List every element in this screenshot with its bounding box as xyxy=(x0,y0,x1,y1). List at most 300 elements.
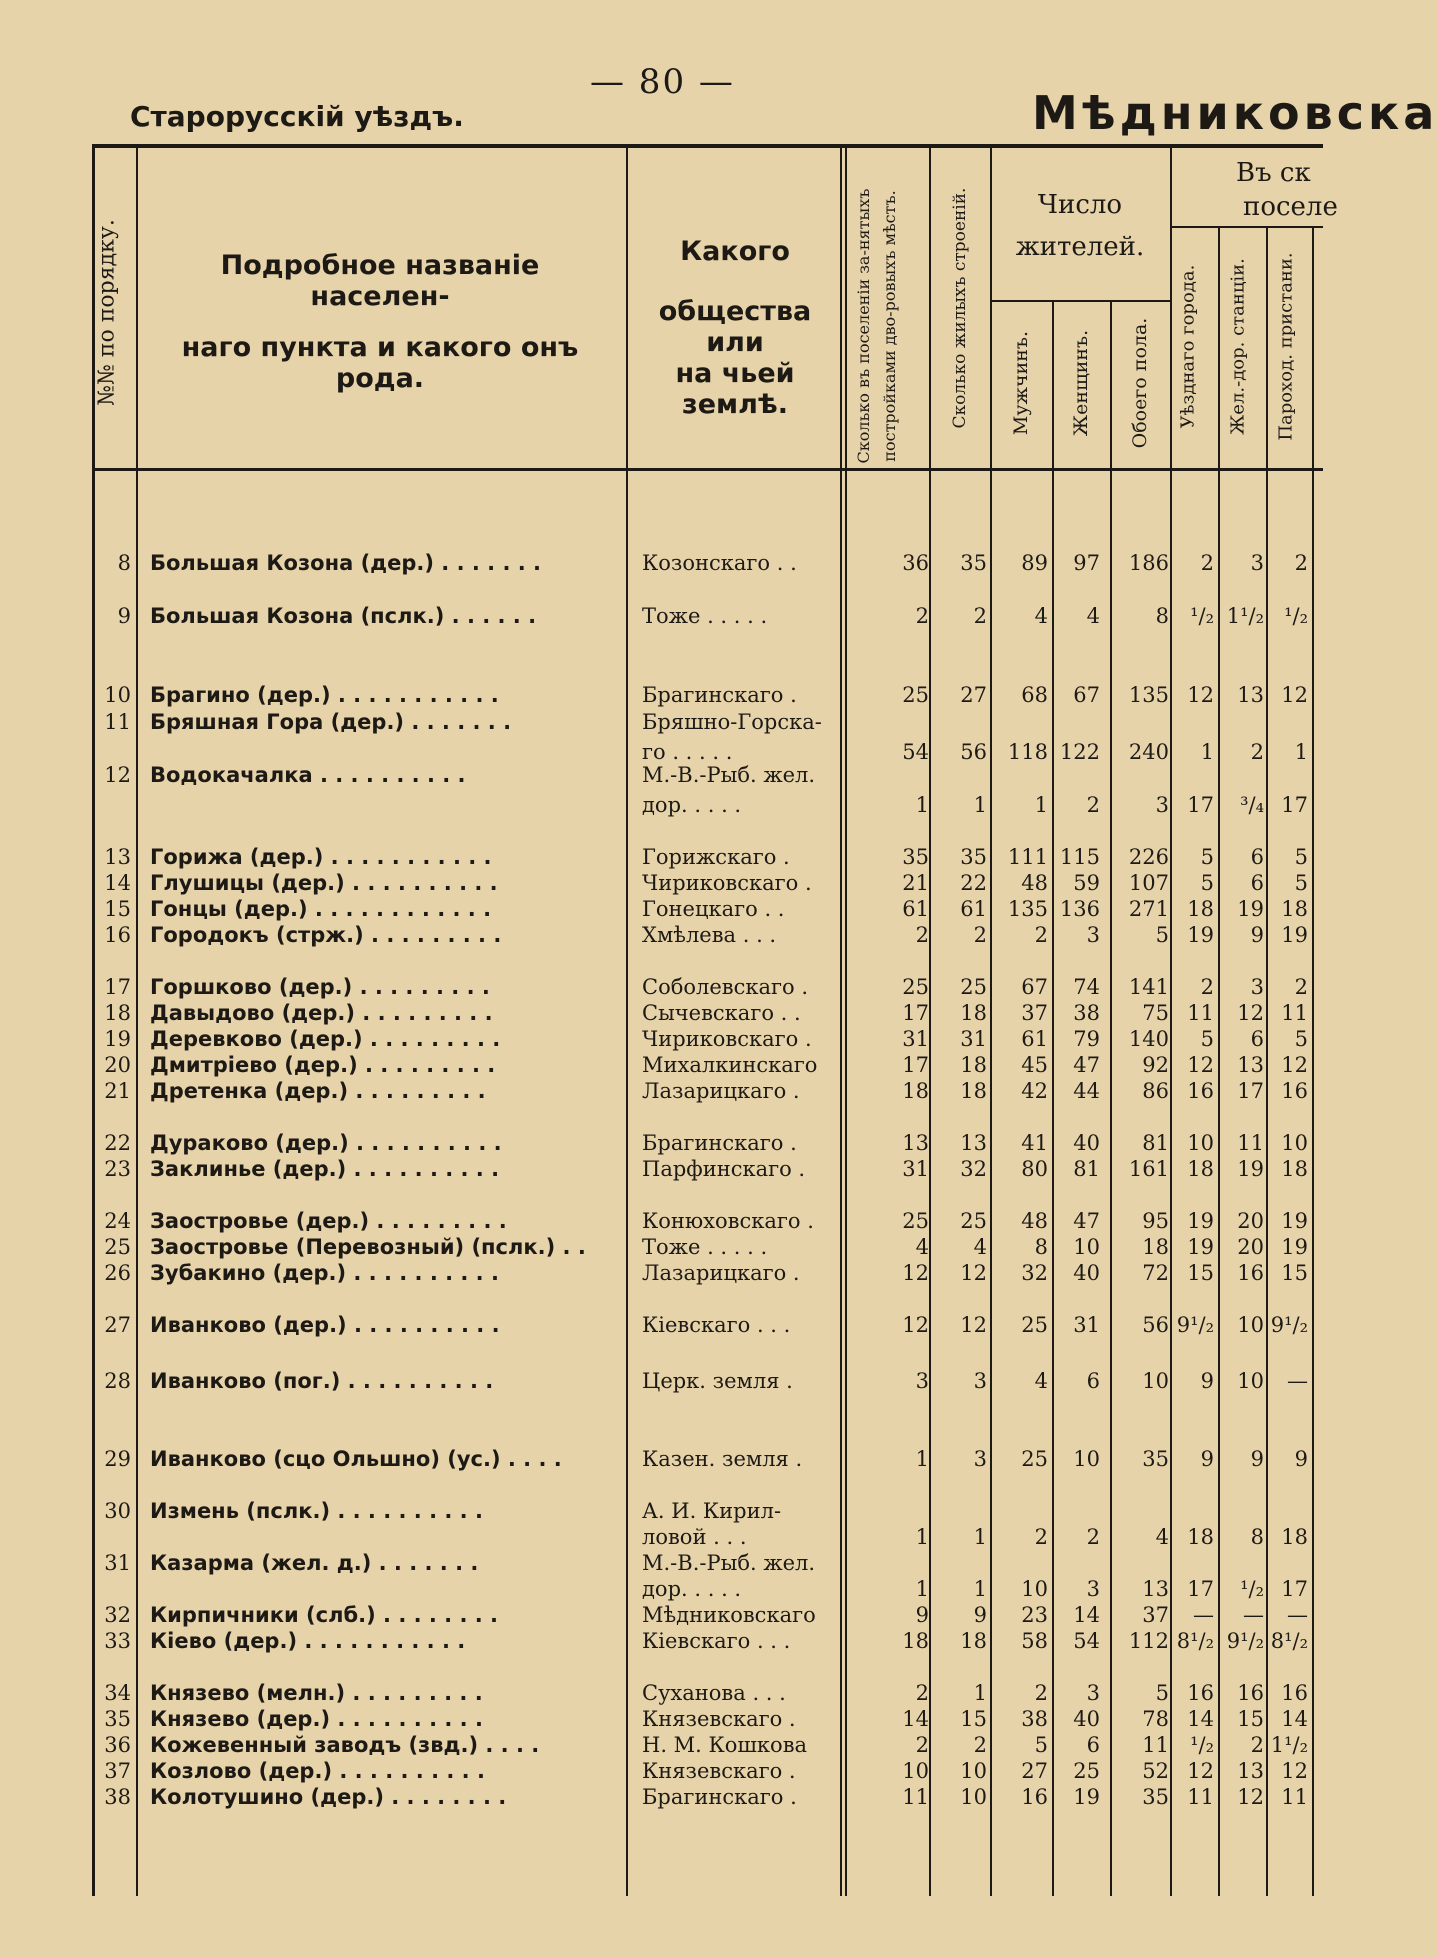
cell-name: Дретенка (дер.) . . . . . . . . . xyxy=(150,1079,486,1103)
cell-pier: 14 xyxy=(1281,1707,1308,1731)
cell-owner: Кіевскаго . . . xyxy=(642,1313,791,1337)
cell-both: 81 xyxy=(1142,1131,1169,1155)
cell-name: Гонцы (дер.) . . . . . . . . . . . . xyxy=(150,897,492,921)
cell-pier: 12 xyxy=(1281,1759,1308,1783)
table-row xyxy=(0,1759,1323,1783)
cell-town: 12 xyxy=(1187,1053,1214,1077)
cell-name: Глушицы (дер.) . . . . . . . . . . xyxy=(150,871,498,895)
cell-town: 9¹/₂ xyxy=(1176,1313,1214,1337)
cell-men: 1 xyxy=(1034,793,1048,817)
cell-men: 25 xyxy=(1021,1447,1048,1471)
cell-men: 41 xyxy=(1021,1131,1048,1155)
cell-no: 17 xyxy=(104,975,131,999)
cell-yards: 36 xyxy=(902,551,929,575)
cell-women: 3 xyxy=(1086,923,1100,947)
cell-owner: дор. . . . . xyxy=(642,793,742,817)
cell-rail: 12 xyxy=(1237,1785,1264,1809)
cell-women: 2 xyxy=(1086,793,1100,817)
cell-no: 34 xyxy=(104,1681,131,1705)
table-row xyxy=(0,1785,1323,1809)
cell-both: 35 xyxy=(1142,1447,1169,1471)
cell-name: Иванково (сцо Ольшно) (ус.) . . . . xyxy=(150,1447,562,1471)
cell-yards: 25 xyxy=(902,1209,929,1233)
cell-women: 47 xyxy=(1073,1053,1100,1077)
cell-yards: 4 xyxy=(915,1235,929,1259)
cell-pier: 11 xyxy=(1281,1001,1308,1025)
cell-owner: Чириковскаго . xyxy=(642,1027,812,1051)
header-name-line1: Подробное названіе населен- xyxy=(220,250,540,312)
cell-women: 115 xyxy=(1059,845,1100,869)
cell-name: Заостровье (дер.) . . . . . . . . . xyxy=(150,1209,507,1233)
cell-both: 11 xyxy=(1142,1733,1169,1757)
cell-women: 6 xyxy=(1086,1369,1100,1393)
cell-no: 13 xyxy=(104,845,131,869)
cell-name: Брагино (дер.) . . . . . . . . . . . xyxy=(150,683,499,707)
cell-pier: 2 xyxy=(1294,551,1308,575)
cell-women: 3 xyxy=(1086,1577,1100,1601)
table-row xyxy=(0,897,1323,921)
table-row xyxy=(0,1001,1323,1025)
cell-pier: 12 xyxy=(1281,683,1308,707)
header-pop-line1: Число xyxy=(1037,190,1123,220)
cell-owner: Михалкинскаго xyxy=(642,1053,818,1077)
cell-yards: 3 xyxy=(915,1369,929,1393)
cell-yards: 12 xyxy=(902,1313,929,1337)
cell-name: Заклинье (дер.) . . . . . . . . . . xyxy=(150,1157,500,1181)
cell-both: 140 xyxy=(1128,1027,1169,1051)
cell-name: Козлово (дер.) . . . . . . . . . . xyxy=(150,1759,485,1783)
cell-owner: Князевскаго . xyxy=(642,1759,796,1783)
header-owner-line2: общества или xyxy=(658,296,812,358)
cell-no: 38 xyxy=(104,1785,131,1809)
cell-women: 59 xyxy=(1073,871,1100,895)
cell-pier: 1 xyxy=(1294,740,1308,764)
cell-rail: 20 xyxy=(1237,1235,1264,1259)
cell-town: 12 xyxy=(1187,1759,1214,1783)
cell-owner: Лазарицкаго . xyxy=(642,1079,800,1103)
cell-men: 58 xyxy=(1021,1629,1048,1653)
cell-both: 35 xyxy=(1142,1785,1169,1809)
cell-both: 271 xyxy=(1128,897,1169,921)
cell-rail: 12 xyxy=(1237,1001,1264,1025)
cell-no: 20 xyxy=(104,1053,131,1077)
cell-owner: Сычевскаго . . xyxy=(642,1001,801,1025)
cell-town: 16 xyxy=(1187,1681,1214,1705)
cell-pier: 10 xyxy=(1281,1131,1308,1155)
table-row xyxy=(0,551,1323,575)
cell-women: 54 xyxy=(1073,1629,1100,1653)
cell-buildings: 18 xyxy=(960,1001,987,1025)
cell-pier: 17 xyxy=(1281,1577,1308,1601)
cell-yards: 21 xyxy=(902,871,929,895)
header-pop-line2: жителей. xyxy=(1015,232,1145,262)
cell-both: 186 xyxy=(1128,551,1169,575)
cell-rail: ¹/₂ xyxy=(1240,1577,1264,1601)
cell-women: 97 xyxy=(1073,551,1100,575)
cell-buildings: 3 xyxy=(973,1447,987,1471)
table-row xyxy=(0,1027,1323,1051)
header-pier: Пароход. пристани. xyxy=(1275,252,1297,441)
cell-name: Водокачалка . . . . . . . . . . xyxy=(150,763,466,787)
header-no: №№ по порядку. xyxy=(94,219,120,406)
cell-no: 8 xyxy=(117,551,131,575)
cell-owner: Суханова . . . xyxy=(642,1681,786,1705)
cell-rail: 13 xyxy=(1237,683,1264,707)
cell-yards: 25 xyxy=(902,975,929,999)
cell-both: 226 xyxy=(1128,845,1169,869)
cell-rail: 19 xyxy=(1237,1157,1264,1181)
cell-both: 107 xyxy=(1128,871,1169,895)
cell-both: 37 xyxy=(1142,1603,1169,1627)
cell-women: 44 xyxy=(1073,1079,1100,1103)
table-row xyxy=(0,740,1323,764)
cell-yards: 31 xyxy=(902,1027,929,1051)
cell-owner: Брагинскаго . xyxy=(642,1131,797,1155)
cell-buildings: 22 xyxy=(960,871,987,895)
cell-owner: Хмѣлева . . . xyxy=(642,923,777,947)
cell-name: Колотушино (дер.) . . . . . . . . xyxy=(150,1785,507,1809)
cell-both: 4 xyxy=(1155,1525,1169,1549)
cell-pier: 12 xyxy=(1281,1053,1308,1077)
cell-both: 5 xyxy=(1155,1681,1169,1705)
cell-rail: 1¹/₂ xyxy=(1226,604,1264,628)
cell-yards: 12 xyxy=(902,1261,929,1285)
cell-rail: 6 xyxy=(1250,871,1264,895)
cell-men: 4 xyxy=(1034,604,1048,628)
table-row xyxy=(0,1577,1323,1601)
cell-no: 30 xyxy=(104,1499,131,1523)
cell-name: Городокъ (стрж.) . . . . . . . . . xyxy=(150,923,502,947)
table-row xyxy=(0,793,1323,817)
cell-men: 2 xyxy=(1034,1681,1048,1705)
cell-pier: 17 xyxy=(1281,793,1308,817)
cell-no: 14 xyxy=(104,871,131,895)
cell-town: 8¹/₂ xyxy=(1176,1629,1214,1653)
cell-rail: 2 xyxy=(1250,740,1264,764)
cell-town: 19 xyxy=(1187,1235,1214,1259)
cell-yards: 1 xyxy=(915,1525,929,1549)
cell-no: 16 xyxy=(104,923,131,947)
cell-no: 11 xyxy=(104,710,131,734)
cell-buildings: 25 xyxy=(960,975,987,999)
cell-no: 33 xyxy=(104,1629,131,1653)
cell-men: 2 xyxy=(1034,1525,1048,1549)
cell-name: Зубакино (дер.) . . . . . . . . . . xyxy=(150,1261,499,1285)
cell-yards: 9 xyxy=(915,1603,929,1627)
cell-buildings: 35 xyxy=(960,551,987,575)
cell-name: Дмитріево (дер.) . . . . . . . . . xyxy=(150,1053,496,1077)
cell-both: 78 xyxy=(1142,1707,1169,1731)
cell-no: 26 xyxy=(104,1261,131,1285)
cell-yards: 31 xyxy=(902,1157,929,1181)
table-row xyxy=(0,1447,1323,1471)
cell-town: 14 xyxy=(1187,1707,1214,1731)
cell-name: Иванково (пог.) . . . . . . . . . . xyxy=(150,1369,494,1393)
cell-rail: 9¹/₂ xyxy=(1226,1629,1264,1653)
cell-no: 15 xyxy=(104,897,131,921)
cell-yards: 17 xyxy=(902,1053,929,1077)
cell-no: 36 xyxy=(104,1733,131,1757)
cell-yards: 17 xyxy=(902,1001,929,1025)
cell-pier: 18 xyxy=(1281,1157,1308,1181)
cell-town: 19 xyxy=(1187,1209,1214,1233)
cell-name: Кіево (дер.) . . . . . . . . . . . xyxy=(150,1629,466,1653)
cell-pier: 2 xyxy=(1294,975,1308,999)
cell-pier: 16 xyxy=(1281,1681,1308,1705)
cell-owner: Конюховскаго . xyxy=(642,1209,814,1233)
cell-rail: 10 xyxy=(1237,1313,1264,1337)
cell-buildings: 12 xyxy=(960,1313,987,1337)
cell-town: 17 xyxy=(1187,1577,1214,1601)
cell-name: Давыдово (дер.) . . . . . . . . . xyxy=(150,1001,493,1025)
cell-town: 9 xyxy=(1200,1369,1214,1393)
cell-buildings: 1 xyxy=(973,1681,987,1705)
table-row xyxy=(0,1157,1323,1181)
cell-rail: 13 xyxy=(1237,1053,1264,1077)
cell-buildings: 4 xyxy=(973,1235,987,1259)
table-row xyxy=(0,1525,1323,1549)
cell-yards: 18 xyxy=(902,1629,929,1653)
cell-town: 9 xyxy=(1200,1447,1214,1471)
cell-both: 141 xyxy=(1128,975,1169,999)
cell-owner: дор. . . . . xyxy=(642,1577,742,1601)
cell-yards: 61 xyxy=(902,897,929,921)
cell-women: 4 xyxy=(1086,604,1100,628)
cell-pier: 5 xyxy=(1294,871,1308,895)
cell-both: 8 xyxy=(1155,604,1169,628)
cell-owner: Брагинскаго . xyxy=(642,683,797,707)
cell-women: 31 xyxy=(1073,1313,1100,1337)
cell-pier: 19 xyxy=(1281,923,1308,947)
cell-town: 19 xyxy=(1187,923,1214,947)
cell-both: 3 xyxy=(1155,793,1169,817)
cell-pier: ¹/₂ xyxy=(1284,604,1308,628)
cell-name: Измень (пслк.) . . . . . . . . . . xyxy=(150,1499,483,1523)
cell-men: 80 xyxy=(1021,1157,1048,1181)
cell-yards: 2 xyxy=(915,1681,929,1705)
header-both: Обоего пола. xyxy=(1129,317,1151,449)
cell-women: 79 xyxy=(1073,1027,1100,1051)
cell-pier: 18 xyxy=(1281,1525,1308,1549)
cell-owner: Чириковскаго . xyxy=(642,871,812,895)
table-row xyxy=(0,763,1323,787)
cell-town: 11 xyxy=(1187,1785,1214,1809)
cell-owner: Князевскаго . xyxy=(642,1707,796,1731)
cell-no: 23 xyxy=(104,1157,131,1181)
cell-pier: 5 xyxy=(1294,845,1308,869)
cell-town: ¹/₂ xyxy=(1190,1733,1214,1757)
cell-women: 2 xyxy=(1086,1525,1100,1549)
cell-town: 17 xyxy=(1187,793,1214,817)
cell-name: Большая Козона (пслк.) . . . . . . xyxy=(150,604,537,628)
cell-pier: 19 xyxy=(1281,1209,1308,1233)
cell-town: 16 xyxy=(1187,1079,1214,1103)
table-top-rule xyxy=(92,144,1323,148)
cell-yards: 14 xyxy=(902,1707,929,1731)
cell-yards: 2 xyxy=(915,923,929,947)
cell-town: 2 xyxy=(1200,975,1214,999)
cell-pier: 19 xyxy=(1281,1235,1308,1259)
table-row xyxy=(0,975,1323,999)
cell-buildings: 31 xyxy=(960,1027,987,1051)
table-row xyxy=(0,1079,1323,1103)
table-row xyxy=(0,871,1323,895)
cell-yards: 2 xyxy=(915,1733,929,1757)
header-owner-line1: Какого xyxy=(680,236,790,267)
header-name-line2: наго пункта и какого онъ рода. xyxy=(181,332,579,394)
cell-pier: 5 xyxy=(1294,1027,1308,1051)
cell-no: 10 xyxy=(104,683,131,707)
cell-pier: — xyxy=(1287,1603,1308,1627)
volost-title: Мѣдниковска xyxy=(1032,86,1438,140)
cell-men: 23 xyxy=(1021,1603,1048,1627)
cell-rail: 20 xyxy=(1237,1209,1264,1233)
cell-buildings: 1 xyxy=(973,1577,987,1601)
table-row xyxy=(0,1603,1323,1627)
cell-men: 37 xyxy=(1021,1001,1048,1025)
cell-rail: 16 xyxy=(1237,1681,1264,1705)
cell-men: 38 xyxy=(1021,1707,1048,1731)
cell-both: 18 xyxy=(1142,1235,1169,1259)
cell-owner: Горижскаго . xyxy=(642,845,790,869)
cell-both: 86 xyxy=(1142,1079,1169,1103)
cell-pier: 8¹/₂ xyxy=(1270,1629,1308,1653)
cell-men: 42 xyxy=(1021,1079,1048,1103)
table-row xyxy=(0,1733,1323,1757)
cell-men: 5 xyxy=(1034,1733,1048,1757)
cell-rail: 8 xyxy=(1250,1525,1264,1549)
cell-owner: Козонскаго . . xyxy=(642,551,797,575)
header-dist-line1: Въ ск xyxy=(1236,158,1311,188)
cell-buildings: 2 xyxy=(973,1733,987,1757)
cell-owner: Гонецкаго . . xyxy=(642,897,785,921)
cell-pier: 16 xyxy=(1281,1079,1308,1103)
cell-men: 118 xyxy=(1007,740,1048,764)
cell-yards: 1 xyxy=(915,793,929,817)
cell-no: 21 xyxy=(104,1079,131,1103)
cell-no: 18 xyxy=(104,1001,131,1025)
cell-name: Горижа (дер.) . . . . . . . . . . . xyxy=(150,845,492,869)
cell-yards: 10 xyxy=(902,1759,929,1783)
cell-men: 48 xyxy=(1021,871,1048,895)
table-row xyxy=(0,923,1323,947)
cell-buildings: 10 xyxy=(960,1785,987,1809)
cell-yards: 18 xyxy=(902,1079,929,1103)
cell-no: 32 xyxy=(104,1603,131,1627)
cell-town: 18 xyxy=(1187,1157,1214,1181)
cell-owner: Кіевскаго . . . xyxy=(642,1629,791,1653)
cell-women: 10 xyxy=(1073,1447,1100,1471)
cell-men: 4 xyxy=(1034,1369,1048,1393)
table-row xyxy=(0,604,1323,628)
cell-town: ¹/₂ xyxy=(1190,604,1214,628)
cell-yards: 25 xyxy=(902,683,929,707)
cell-men: 89 xyxy=(1021,551,1048,575)
cell-yards: 11 xyxy=(902,1785,929,1809)
cell-buildings: 1 xyxy=(973,1525,987,1549)
table-row xyxy=(0,1261,1323,1285)
cell-buildings: 3 xyxy=(973,1369,987,1393)
table-row xyxy=(0,1551,1323,1575)
cell-no: 37 xyxy=(104,1759,131,1783)
cell-town: 5 xyxy=(1200,845,1214,869)
table-row xyxy=(0,1369,1323,1393)
cell-rail: 13 xyxy=(1237,1759,1264,1783)
cell-women: 10 xyxy=(1073,1235,1100,1259)
header-rail: Жел.-дор. станціи. xyxy=(1227,258,1249,435)
cell-name: Князево (мелн.) . . . . . . . . . xyxy=(150,1681,483,1705)
cell-both: 72 xyxy=(1142,1261,1169,1285)
cell-both: 10 xyxy=(1142,1369,1169,1393)
cell-both: 56 xyxy=(1142,1313,1169,1337)
cell-buildings: 35 xyxy=(960,845,987,869)
cell-women: 19 xyxy=(1073,1785,1100,1809)
cell-no: 35 xyxy=(104,1707,131,1731)
table-row xyxy=(0,1707,1323,1731)
cell-no: 25 xyxy=(104,1235,131,1259)
header-owner-line3: на чьей землѣ. xyxy=(675,358,795,420)
header-dist-line2: поселе xyxy=(1243,192,1338,222)
cell-both: 52 xyxy=(1142,1759,1169,1783)
cell-buildings: 2 xyxy=(973,923,987,947)
cell-yards: 35 xyxy=(902,845,929,869)
cell-women: 40 xyxy=(1073,1131,1100,1155)
cell-both: 161 xyxy=(1128,1157,1169,1181)
cell-buildings: 18 xyxy=(960,1053,987,1077)
cell-pier: — xyxy=(1287,1369,1308,1393)
cell-owner: Н. М. Кошкова xyxy=(642,1733,808,1757)
cell-both: 13 xyxy=(1142,1577,1169,1601)
cell-owner: Тоже . . . . . xyxy=(642,604,768,628)
cell-men: 48 xyxy=(1021,1209,1048,1233)
cell-men: 32 xyxy=(1021,1261,1048,1285)
cell-women: 122 xyxy=(1059,740,1100,764)
cell-men: 68 xyxy=(1021,683,1048,707)
cell-owner: ловой . . . xyxy=(642,1525,747,1549)
cell-men: 2 xyxy=(1034,923,1048,947)
cell-yards: 13 xyxy=(902,1131,929,1155)
cell-buildings: 12 xyxy=(960,1261,987,1285)
cell-pier: 9 xyxy=(1294,1447,1308,1471)
cell-name: Иванково (дер.) . . . . . . . . . . xyxy=(150,1313,500,1337)
cell-rail: 6 xyxy=(1250,845,1264,869)
table-row xyxy=(0,845,1323,869)
cell-women: 38 xyxy=(1073,1001,1100,1025)
cell-men: 16 xyxy=(1021,1785,1048,1809)
cell-name: Деревково (дер.) . . . . . . . . . xyxy=(150,1027,501,1051)
header-town: Уѣзднаго города. xyxy=(1177,264,1199,429)
header-buildings: Сколько жилыхъ строеній. xyxy=(950,187,970,429)
cell-buildings: 13 xyxy=(960,1131,987,1155)
cell-pier: 11 xyxy=(1281,1785,1308,1809)
cell-name: Большая Козона (дер.) . . . . . . . xyxy=(150,551,542,575)
cell-name: Горшково (дер.) . . . . . . . . . xyxy=(150,975,490,999)
cell-men: 25 xyxy=(1021,1313,1048,1337)
cell-both: 75 xyxy=(1142,1001,1169,1025)
cell-women: 136 xyxy=(1059,897,1100,921)
cell-name: Дураково (дер.) . . . . . . . . . . xyxy=(150,1131,502,1155)
cell-owner: Тоже . . . . . xyxy=(642,1235,768,1259)
cell-town: 2 xyxy=(1200,551,1214,575)
cell-rail: ³/₄ xyxy=(1240,793,1264,817)
cell-buildings: 18 xyxy=(960,1079,987,1103)
header-yards: Сколько въ поселеніи за-нятыхъ постройками дво-ровыхъ мѣстъ. xyxy=(854,188,899,464)
table-row xyxy=(0,1313,1323,1337)
cell-men: 61 xyxy=(1021,1027,1048,1051)
table-row xyxy=(0,1681,1323,1705)
cell-town: 18 xyxy=(1187,1525,1214,1549)
cell-rail: 6 xyxy=(1250,1027,1264,1051)
